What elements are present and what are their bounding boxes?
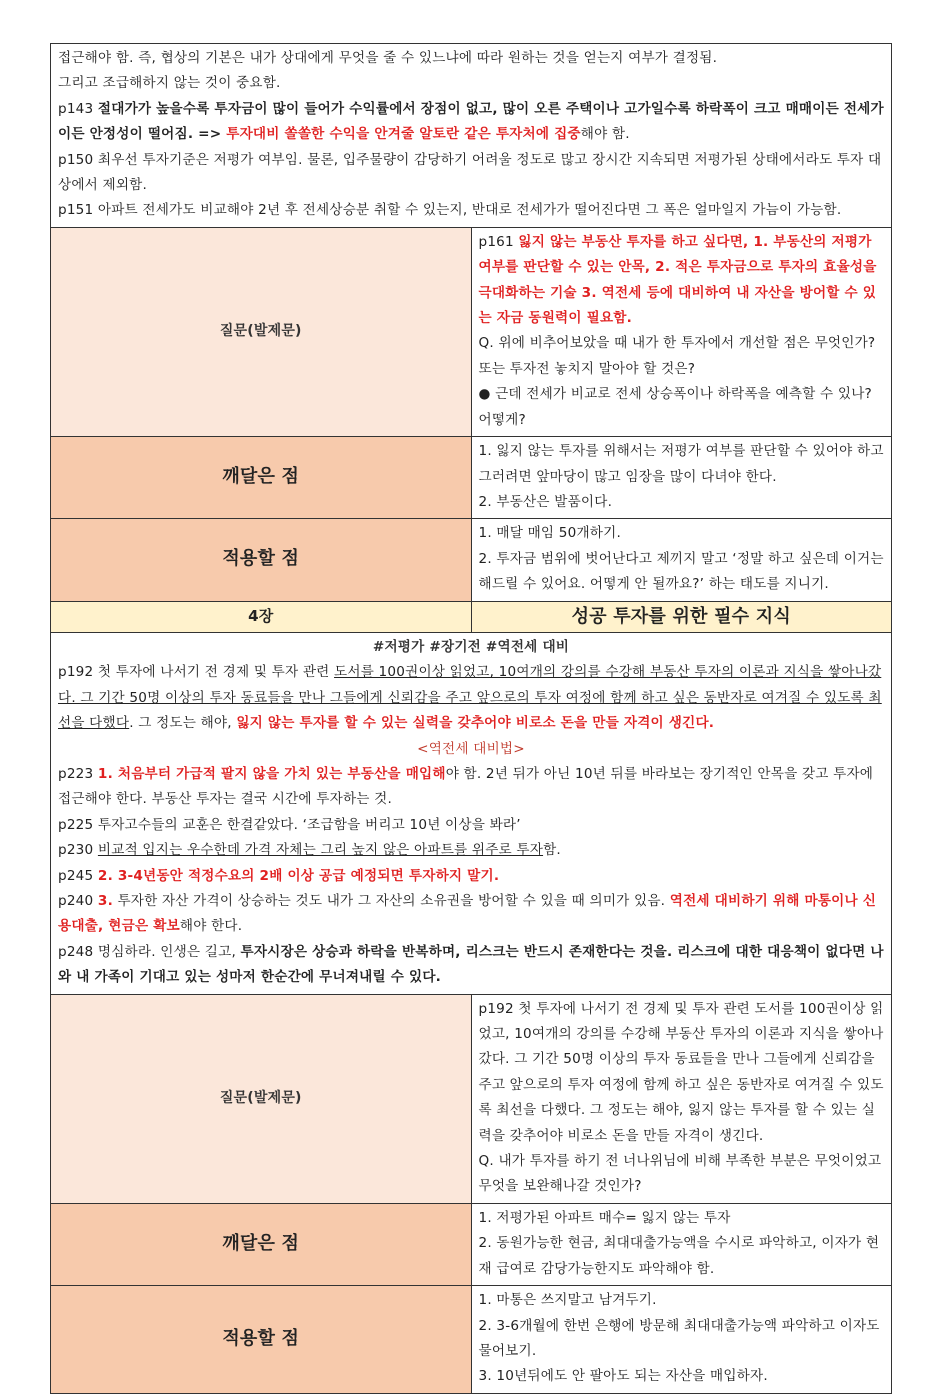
apply-item: 1. 마통은 쓰지말고 남겨두기.	[478, 1292, 657, 1309]
text: . 그 정도는 해야,	[129, 715, 237, 732]
subheading: <역전세 대비법>	[417, 740, 525, 757]
question-row	[51, 227, 892, 436]
document-page	[50, 43, 892, 1394]
realize-label: 깨달은 점	[222, 1232, 300, 1254]
highlight-text: 1. 처음부터 가급적 팔지 않을 가치 있는 부동산을 매입해	[97, 765, 446, 782]
study-notes-table	[50, 43, 892, 1394]
arrow-text: =>	[193, 126, 227, 143]
p225-paragraph: p225 투자고수들의 교훈은 한결같았다. ‘조급함을 버리고 10년 이상을 봐라’	[58, 816, 521, 833]
question-highlight	[479, 230, 885, 332]
chapter-header-row	[51, 601, 892, 632]
question-text: p192 첫 투자에 나서기 전 경제 및 투자 관련 도서를 100권이상 읽었고, 10여개의 강의를 수강해 부동산 투자의 이론과 지식을 쌓아나갔다. 그 기간 50명 이상의 투자 동료들을 만나 그들에게 신뢰감을 주고 앞으로의 투자 여정에 함께 하고 싶은 동반자로 여겨질 수 있도록 최선을 다했다. 그 정도는 해야, 잃지 않는 투자를 할 수 있는 실력을 갖추어야 비로소 돈을 만들 자격이 생긴다.	[478, 1000, 884, 1144]
bold-text: 절대가가 높을수록 투자금이 많이 들어가 수익률에서 장점이 없고, 많이 오른 주택이나 고가일수록 하락폭이 크고 매매이든 전세가이든 안정성이 떨어짐.	[58, 100, 884, 143]
realize-row	[51, 437, 892, 519]
apply-item: 2. 투자금 범위에 벗어난다고 제끼지 말고 ‘정말 하고 싶은데 이거는 해드릴 수 있어요. 어떻게 안 될까요?’ 하는 태도를 지니기.	[478, 550, 884, 593]
page-ref: p240	[58, 893, 98, 909]
hashtags: #저평가 #장기전 #역전세 대비	[372, 638, 570, 655]
text: 해야 한다.	[179, 918, 243, 935]
text: p248 명심하라. 인생은 길고,	[58, 943, 241, 960]
chapter-number-cell	[51, 601, 472, 632]
realize-item: 1. 잃지 않는 투자를 위해서는 저평가 여부를 판단할 수 있어야 하고 그러려면 앞마당이 많고 임장을 많이 다녀야 한다.	[478, 443, 884, 485]
text: 투자한 자산 가격이 상승하는 것도 내가 그 자산의 소유권을 방어할 수 있을 때 의미가 있음.	[112, 893, 670, 909]
text-line: 그리고 조급해하지 않는 것이 중요함.	[58, 75, 281, 92]
page-ref: p245	[58, 867, 98, 884]
page-ref: p230	[58, 842, 98, 859]
apply-label-cell	[51, 519, 472, 601]
apply-label: 적용할 점	[222, 1327, 300, 1349]
page-ref: p161	[478, 233, 519, 250]
highlight-text: 3.	[97, 893, 113, 909]
realize-content	[471, 1203, 892, 1285]
question-content	[471, 994, 892, 1203]
realize-content	[471, 437, 892, 519]
apply-content	[471, 519, 892, 601]
apply-row	[51, 519, 892, 601]
p151-paragraph: p151 아파트 전세가도 비교해야 2년 후 전세상승분 취할 수 있는지, 반대로 전세가가 떨어진다면 그 폭은 얼마일지 가늠이 가능함.	[58, 202, 842, 219]
notes-cell-ch4	[51, 632, 892, 994]
p240-paragraph	[58, 889, 884, 940]
p230-paragraph	[58, 838, 884, 863]
question-content	[471, 227, 892, 436]
realize-row-2	[51, 1203, 892, 1285]
highlight-text: 잃지 않는 부동산 투자를 하고 싶다면, 1. 부동산의 저평가 여부를 판단할 수 있는 안목, 2. 적은 투자금으로 투자의 효율성을 극대화하는 기술 3. 역전세 등에 대비하여 내 자산을 방어할 수 있는 자금 동원력이 필요함.	[478, 233, 877, 327]
text: 함.	[543, 842, 561, 859]
chapter-title: 성공 투자를 위한 필수 지식	[471, 601, 892, 632]
p248-paragraph	[58, 940, 884, 991]
apply-item: 1. 매달 매임 50개하기.	[478, 525, 621, 542]
text: 야 함. 2년 뒤가 아닌 10년 뒤를 바라보는 장기적인 안목을 갖고 투자에 접근해야 한다. 부동산 투자는 결국 시간에 투자하는 것.	[58, 765, 874, 808]
realize-item: 2. 부동산은 발품이다.	[478, 493, 613, 510]
realize-item: 2. 동원가능한 현금, 최대대출가능액을 수시로 파악하고, 이자가 현재 급여로 감당가능한지도 파악해야 함.	[478, 1235, 880, 1277]
question-label: 질문(발제문)	[219, 323, 302, 340]
realize-label: 깨달은 점	[222, 466, 300, 487]
notes-cell-top	[51, 44, 892, 228]
underlined-text: 비교적 입지는 우수한데 가격 자체는 그리 높지 않은 아파트를 위주로 투자	[97, 842, 544, 859]
highlight-text: 역전세 대비하기 위해 마통이나 신용대출, 현금은 확보	[58, 893, 877, 935]
question-row-2	[51, 994, 892, 1203]
bold-text: 투자시장은 상승과 하락을 반복하며, 리스크는 반드시 존재한다는 것을. 리스크에 대한 대응책이 없다면 나와 내 가족이 기대고 있는 성마저 한순간에 무너져내릴 수 있다.	[58, 943, 884, 986]
realize-label-cell	[51, 437, 472, 519]
p192-paragraph	[58, 660, 884, 736]
p245-paragraph	[58, 864, 884, 889]
realize-item: 1. 저평가된 아파트 매수= 잃지 않는 투자	[478, 1209, 731, 1226]
question-label: 질문(발제문)	[219, 1090, 302, 1107]
apply-label-cell	[51, 1286, 472, 1394]
apply-item: 3. 10년뒤에도 안 팔아도 되는 자산을 매입하자.	[478, 1368, 768, 1385]
question-label-cell	[51, 227, 472, 436]
text-line: 접근해야 함. 즉, 협상의 기본은 내가 상대에게 무엇을 줄 수 있느냐에 따라 원하는 것을 얻는지 여부가 결정됨.	[58, 50, 718, 66]
question-label-cell	[51, 994, 472, 1203]
realize-label-cell	[51, 1203, 472, 1285]
apply-row-2	[51, 1286, 892, 1394]
underlined-text: 도서를 100권이상 읽었고, 10여개의 강의를 수강해 부동산 투자의 이론과 지식을 쌓아나갔다. 그 기간 50명 이상의 투자 동료들을 만나 그들에게 신뢰감을 주고 앞으로의 투자 여정에 함께 하고 싶은 동반자로 여겨질 수 있도록 최선을 다했다	[58, 664, 882, 732]
highlight-text: 2. 3-4년동안 적정수요의 2배 이상 공급 예정되면 투자하지 말기.	[97, 867, 500, 884]
chapter-number: 4장	[248, 606, 274, 625]
text: p192 첫 투자에 나서기 전 경제 및 투자 관련	[58, 664, 335, 681]
apply-label: 적용할 점	[222, 548, 300, 570]
page-ref: p223	[58, 765, 98, 782]
highlight-text: 잃지 않는 투자를 할 수 있는 실력을 갖추어야 비로소 돈을 만들 자격이 생긴다.	[236, 715, 715, 732]
question-bullet: ● 근데 전세가 비교로 전세 상승폭이나 하락폭을 예측할 수 있나? 어떻게?	[478, 386, 872, 428]
question-q: Q. 내가 투자를 하기 전 너나위님에 비해 부족한 부분은 무엇이었고 무엇을 보완해나갈 것인가?	[478, 1153, 882, 1195]
page-ref: p143	[58, 100, 98, 117]
p143-paragraph	[58, 97, 884, 148]
notes-row-ch4	[51, 632, 892, 994]
apply-content	[471, 1286, 892, 1394]
question-text: Q. 위에 비추어보았을 때 내가 한 투자에서 개선할 점은 무엇인가? 또는 투자전 놓치지 말아야 할 것은?	[478, 335, 876, 377]
apply-item: 2. 3-6개월에 한번 은행에 방문해 최대대출가능액 파악하고 이자도 물어보기.	[478, 1317, 880, 1359]
p223-paragraph	[58, 762, 884, 813]
text: 해야 함.	[580, 126, 630, 143]
notes-row-top	[51, 44, 892, 228]
p150-paragraph: p150 최우선 투자기준은 저평가 여부임. 물론, 입주물량이 감당하기 어려울 정도로 많고 장시간 지속되면 저평가된 상태에서라도 투자 대상에서 제외함.	[58, 151, 882, 194]
highlight-text: 투자대비 쏠쏠한 수익을 안겨줄 알토란 같은 투자처에 집중	[226, 126, 581, 143]
